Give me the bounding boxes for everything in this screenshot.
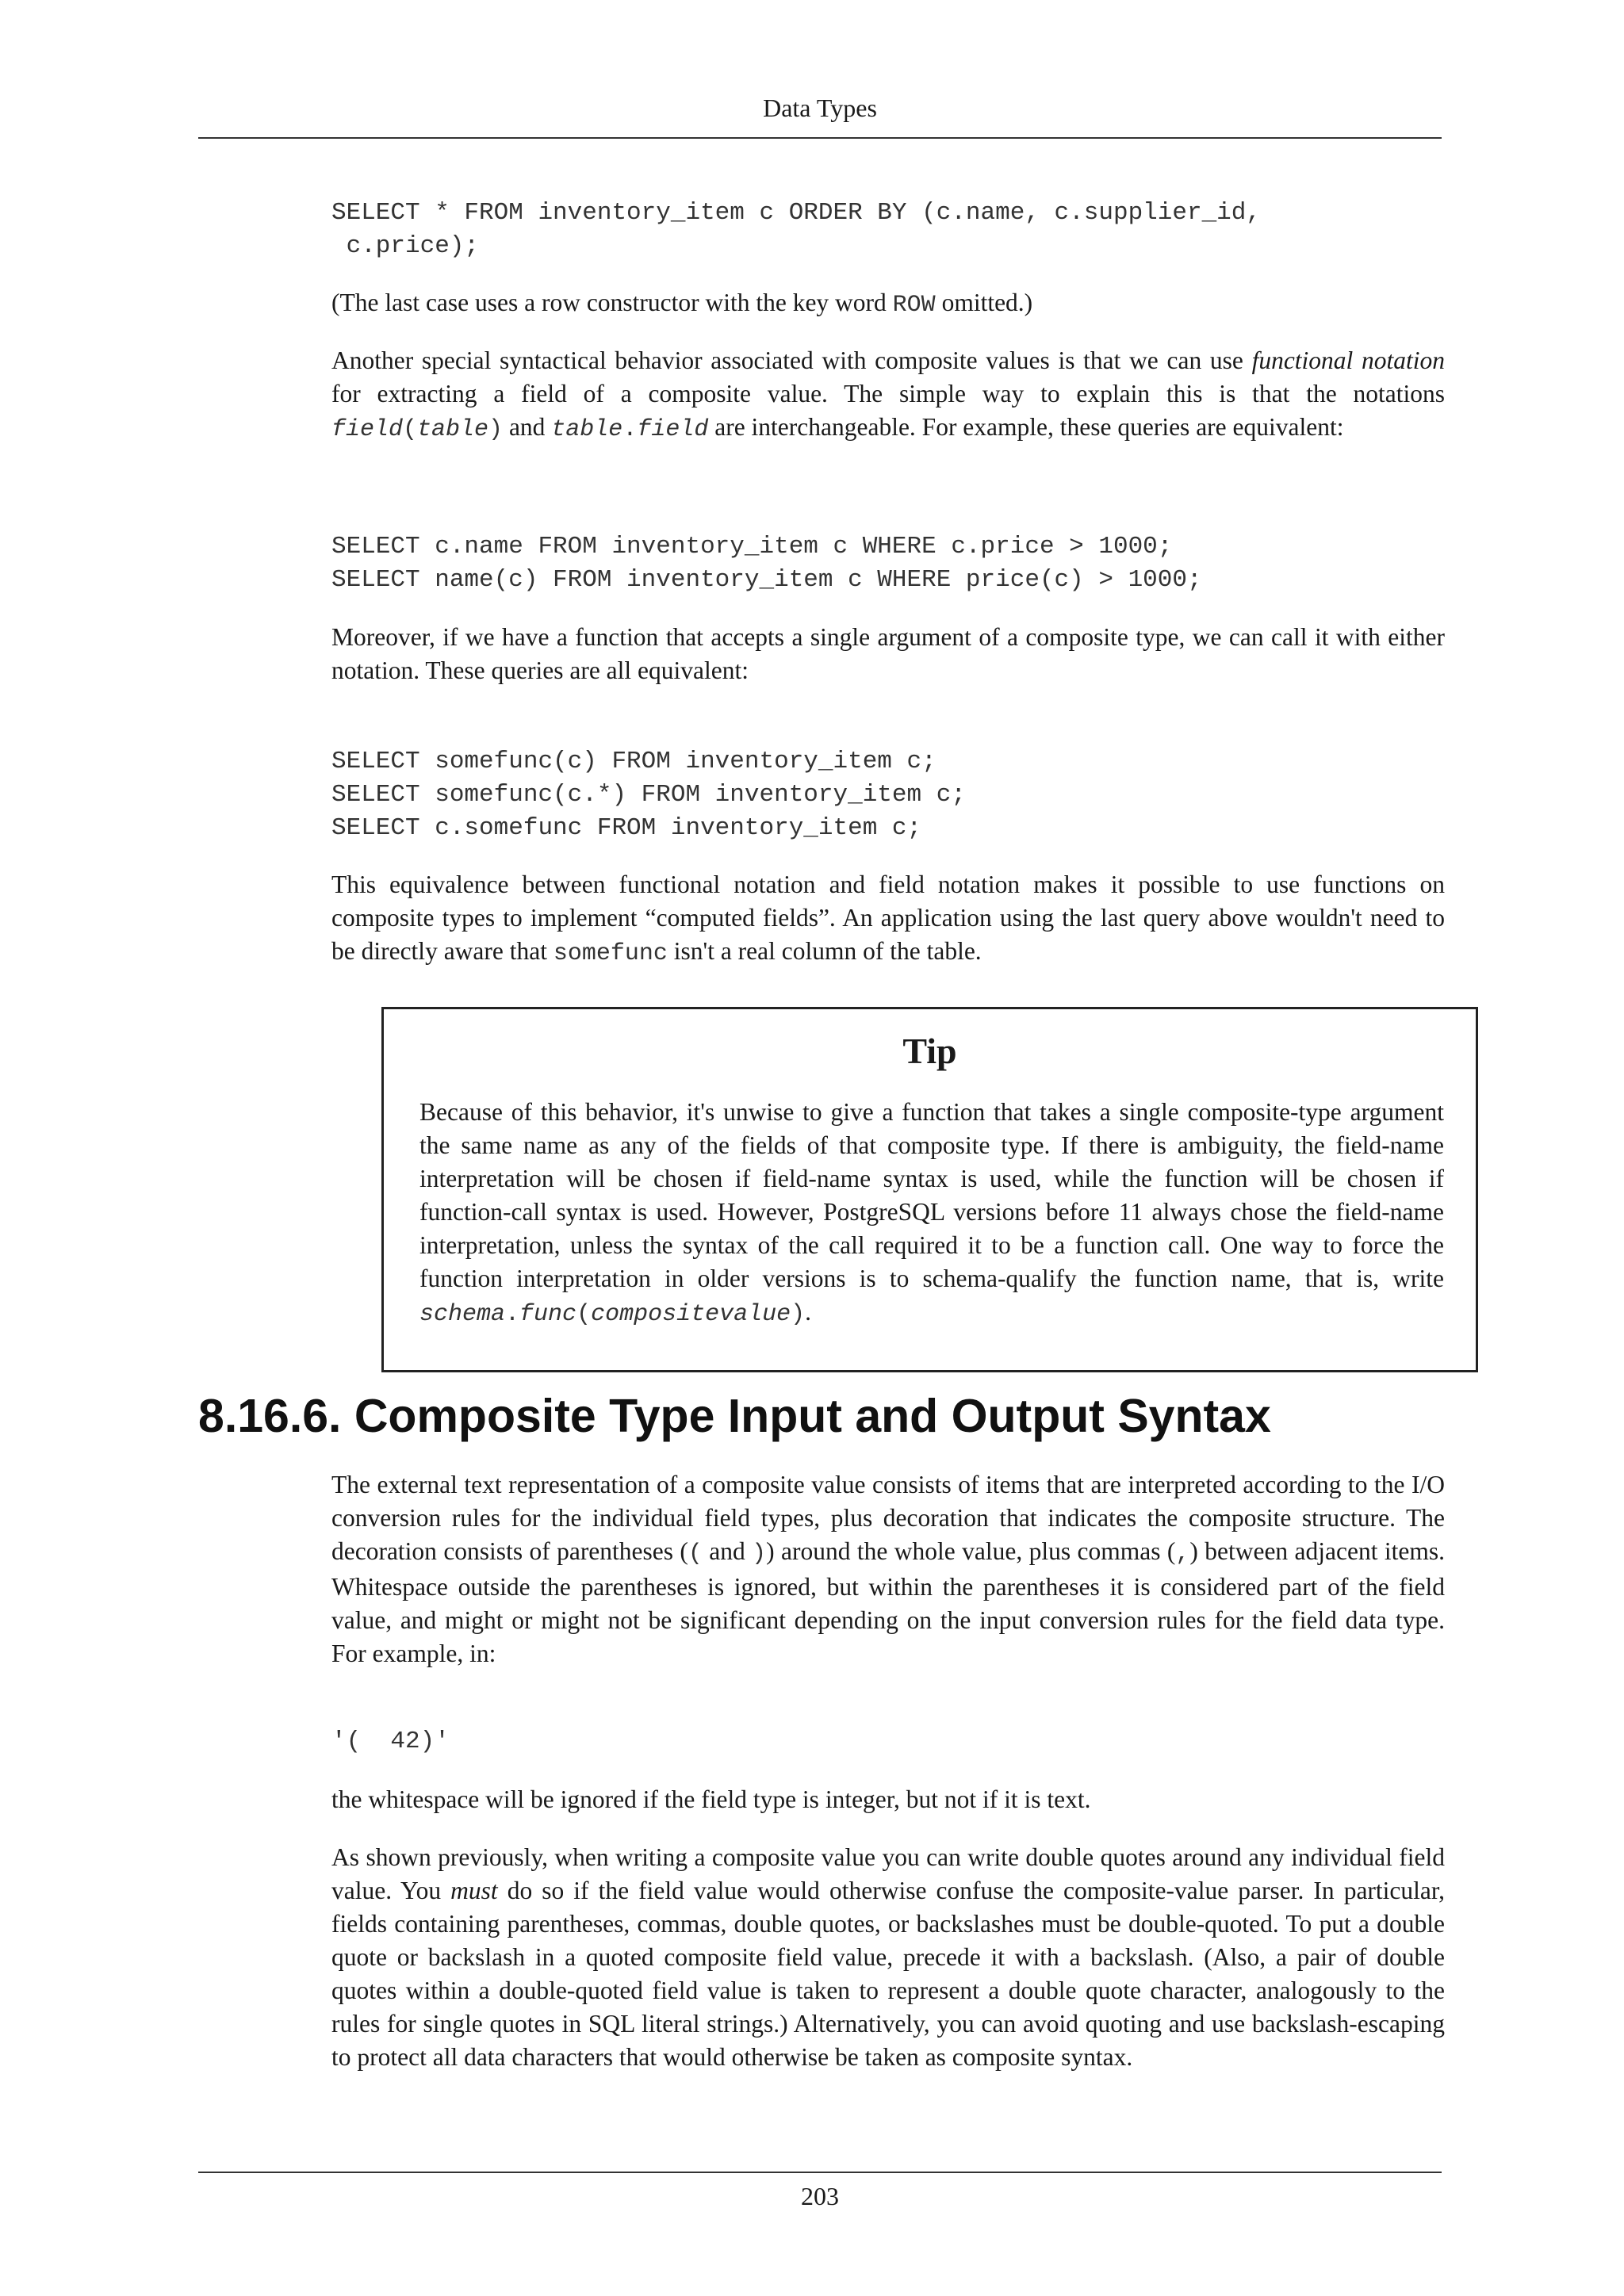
replaceable: func xyxy=(519,1301,577,1328)
running-header: Data Types xyxy=(763,94,877,122)
text: (The last case uses a row constructor with the key word xyxy=(331,289,893,316)
emphasis: functional notation xyxy=(1251,346,1445,374)
inline-code-schema-func xyxy=(419,1301,805,1328)
code-block-whitespace-example xyxy=(331,1725,1445,1758)
text: This equivalence between functional notation and field notation makes it possible to use functions on composite types to implement “computed fields”. An application using the last query above wouldn't need to be directly aware that xyxy=(331,871,1445,965)
replaceable: schema xyxy=(419,1301,506,1328)
text: do so if the field value would otherwise confuse the composite-value parser. In particular, fields containing parentheses, commas, double quotes, or backslashes must be double-quoted. To put a double quote or backslash in a quoted composite field value, precede it with a backslash. (Also, a pair of double quotes within a double-quoted field value is taken to represent a double quote character, analogously to the rules for single quotes in SQL literal strings.) Alternatively, you can avoid quoting and use backslash-escaping to protect all data characters that would otherwise be taken as composite syntax. xyxy=(331,1877,1445,2071)
inline-code: ) xyxy=(752,1540,767,1567)
paragraph-computed-fields xyxy=(331,868,1445,970)
text: ) around the whole value, plus commas ( xyxy=(766,1537,1176,1565)
code-line: SELECT name(c) FROM inventory_item c WHERE price(c) > 1000; xyxy=(331,566,1202,594)
text: . xyxy=(805,1298,812,1326)
header-rule xyxy=(198,137,1442,139)
code-block-order-by xyxy=(331,197,1445,263)
code-line: '( 42)' xyxy=(331,1728,450,1755)
code-block-equivalent-queries xyxy=(331,530,1445,597)
footer-rule xyxy=(198,2172,1442,2173)
section-heading: 8.16.6. Composite Type Input and Output Syntax xyxy=(198,1390,1271,1442)
text: for extracting a field of a composite value. The simple way to explain this is that the notations xyxy=(331,380,1445,408)
paragraph-row-constructor-note xyxy=(331,286,1445,322)
paragraph-function-notation: Moreover, if we have a function that accepts a single argument of a composite type, we can call it with either notation. These queries are all equivalent: xyxy=(331,623,1445,684)
code-line: SELECT * FROM inventory_item c ORDER BY (c.name, c.supplier_id, xyxy=(331,199,1261,227)
code-punct: ) xyxy=(488,416,504,443)
code-punct: . xyxy=(622,416,638,443)
inline-code: , xyxy=(1175,1540,1190,1567)
code-block-somefunc xyxy=(331,745,1445,845)
inline-code: ROW xyxy=(892,292,936,319)
text: As shown previously, when writing a composite value you can write double quotes around any individual field value. You xyxy=(331,1843,1445,1904)
text: The external text representation of a composite value consists of items that are interpreted according to the I/O conversion rules for the individual field types, plus decoration that indicates the composite structure. The decoration consists of parentheses ( xyxy=(331,1471,1445,1565)
code-line: SELECT c.somefunc FROM inventory_item c; xyxy=(331,814,922,842)
text: are interchangeable. For example, these queries are equivalent: xyxy=(708,413,1344,441)
code-punct: . xyxy=(505,1301,520,1328)
replaceable: table xyxy=(551,416,623,443)
emphasis: must xyxy=(450,1877,498,1904)
text: ) between adjacent items. Whitespace outside the parentheses is ignored, but within the parentheses it is considered part of the field value, and might or might not be significant depending on the input conversion rules for the field data type. For example, in: xyxy=(331,1537,1445,1667)
code-punct: ( xyxy=(403,416,418,443)
code-line: SELECT somefunc(c.*) FROM inventory_item c; xyxy=(331,781,966,809)
paragraph-double-quotes xyxy=(331,1841,1445,2074)
text: and xyxy=(702,1537,753,1565)
text: omitted.) xyxy=(935,289,1033,316)
tip-body xyxy=(419,1096,1444,1331)
replaceable: field xyxy=(331,416,404,443)
inline-code-field-table xyxy=(331,416,503,443)
code-line: SELECT c.name FROM inventory_item c WHERE c.price > 1000; xyxy=(331,533,1173,561)
inline-code: somefunc xyxy=(553,940,668,967)
replaceable: table xyxy=(417,416,489,443)
code-punct: ( xyxy=(576,1301,592,1328)
code-punct: ) xyxy=(791,1301,806,1328)
replaceable: field xyxy=(637,416,709,443)
inline-code: ( xyxy=(688,1540,703,1567)
text: Another special syntactical behavior associated with composite values is that we can use xyxy=(331,346,1252,374)
inline-code-table-field xyxy=(551,416,708,443)
code-line: c.price); xyxy=(331,232,480,260)
code-line: SELECT somefunc(c) FROM inventory_item c; xyxy=(331,748,936,775)
paragraph-functional-notation xyxy=(331,344,1445,446)
text: and xyxy=(503,413,552,441)
paragraph-whitespace-note: the whitespace will be ignored if the field type is integer, but not if it is text. xyxy=(331,1785,1091,1813)
text: isn't a real column of the table. xyxy=(667,937,982,965)
replaceable: compositevalue xyxy=(591,1301,791,1328)
text: Because of this behavior, it's unwise to give a function that takes a single composite-type argument the same name as any of the fields of that composite type. If there is ambiguity, the field-name interpretation will be chosen if field-name syntax is used, while the function will be chosen if function-call syntax is used. However, PostgreSQL versions before 11 always chose the field-name interpretation, unless the syntax of the call required it to be a function call. One way to force the function interpretation in older versions is to schema-qualify the function name, that is, write xyxy=(419,1098,1444,1292)
paragraph-external-text-representation xyxy=(331,1468,1445,1670)
tip-box xyxy=(381,1007,1478,1372)
page-number: 203 xyxy=(801,2182,839,2210)
tip-title: Tip xyxy=(902,1031,957,1071)
